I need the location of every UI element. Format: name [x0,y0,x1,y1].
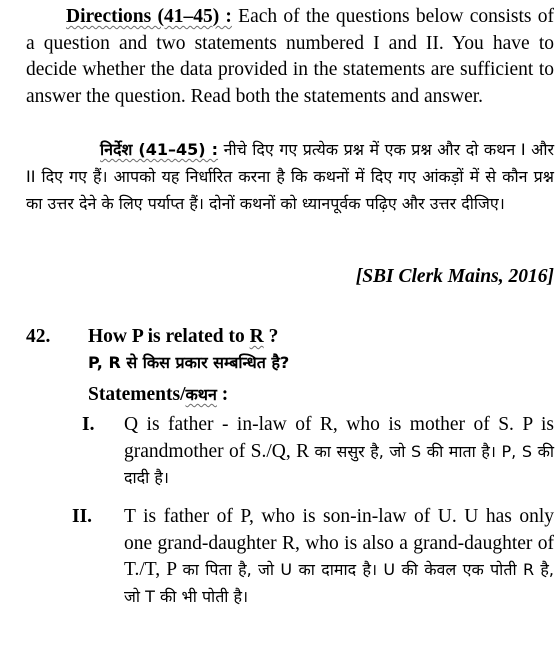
question-text-english [88,324,289,350]
statement-1-english: Q is father - in-law of R, who is mother of S. P is grandmother of S./Q, R [124,414,554,462]
directions-heading: Directions (41–45) : [66,6,232,27]
statements-label-en: Statements/ [88,384,186,405]
statements-label-hi: कथन [185,385,217,404]
question-text [88,324,289,376]
exam-source: [SBI Clerk Mains, 2016] [355,266,554,287]
question-en-r: R [249,326,264,347]
question-number: 42. [26,326,51,347]
statement-2 [124,504,554,610]
statement-1-hindi: का ससुर है, जो S की माता है। P, S की दादी है। [124,441,554,487]
directions-hindi [26,136,554,217]
question-en-suffix: ? [268,326,279,347]
statement-2-number: II. [72,506,93,527]
question-en-prefix: How P is related to [88,326,245,347]
statement-1-number: I. [82,414,95,435]
directions-hindi-text: नीचे दिए गए प्रत्येक प्रश्न में एक प्रश्न और दो कथन I और II दिए गए हैं। आपको यह निर्धारित करना है कि कथनों में दिए गए आंकड़ों में से कौन प्रश्न का उत्तर देने के लिए पर्याप्त हैं। दोनों कथनों को ध्यानपूर्वक पढ़िए और उत्तर दीजिए। [26,140,554,213]
statements-label [88,383,228,406]
directions-text: Each of the questions below consists of a question and two statements numbered I and II. You have to decide whether the data provided in the statements are sufficient to answer the question. Read both the statements and answer. [26,6,554,107]
directions-hindi-heading: निर्देश (41–45) : [100,140,219,159]
statement-2-hindi: का पिता है, जो U का दामाद है। U की केवल एक पोती R है, जो T की भी पोती है। [124,560,554,606]
statement-2-english: T is father of P, who is son-in-law of U. U has only one grand-daughter R, who is also a grand-daughter of T./T, P [124,506,554,580]
directions-english [26,4,554,110]
statements-label-colon: : [221,384,229,405]
statement-1 [124,412,554,492]
question-text-hindi: P, R से किस प्रकार सम्बन्धित है? [88,353,290,372]
